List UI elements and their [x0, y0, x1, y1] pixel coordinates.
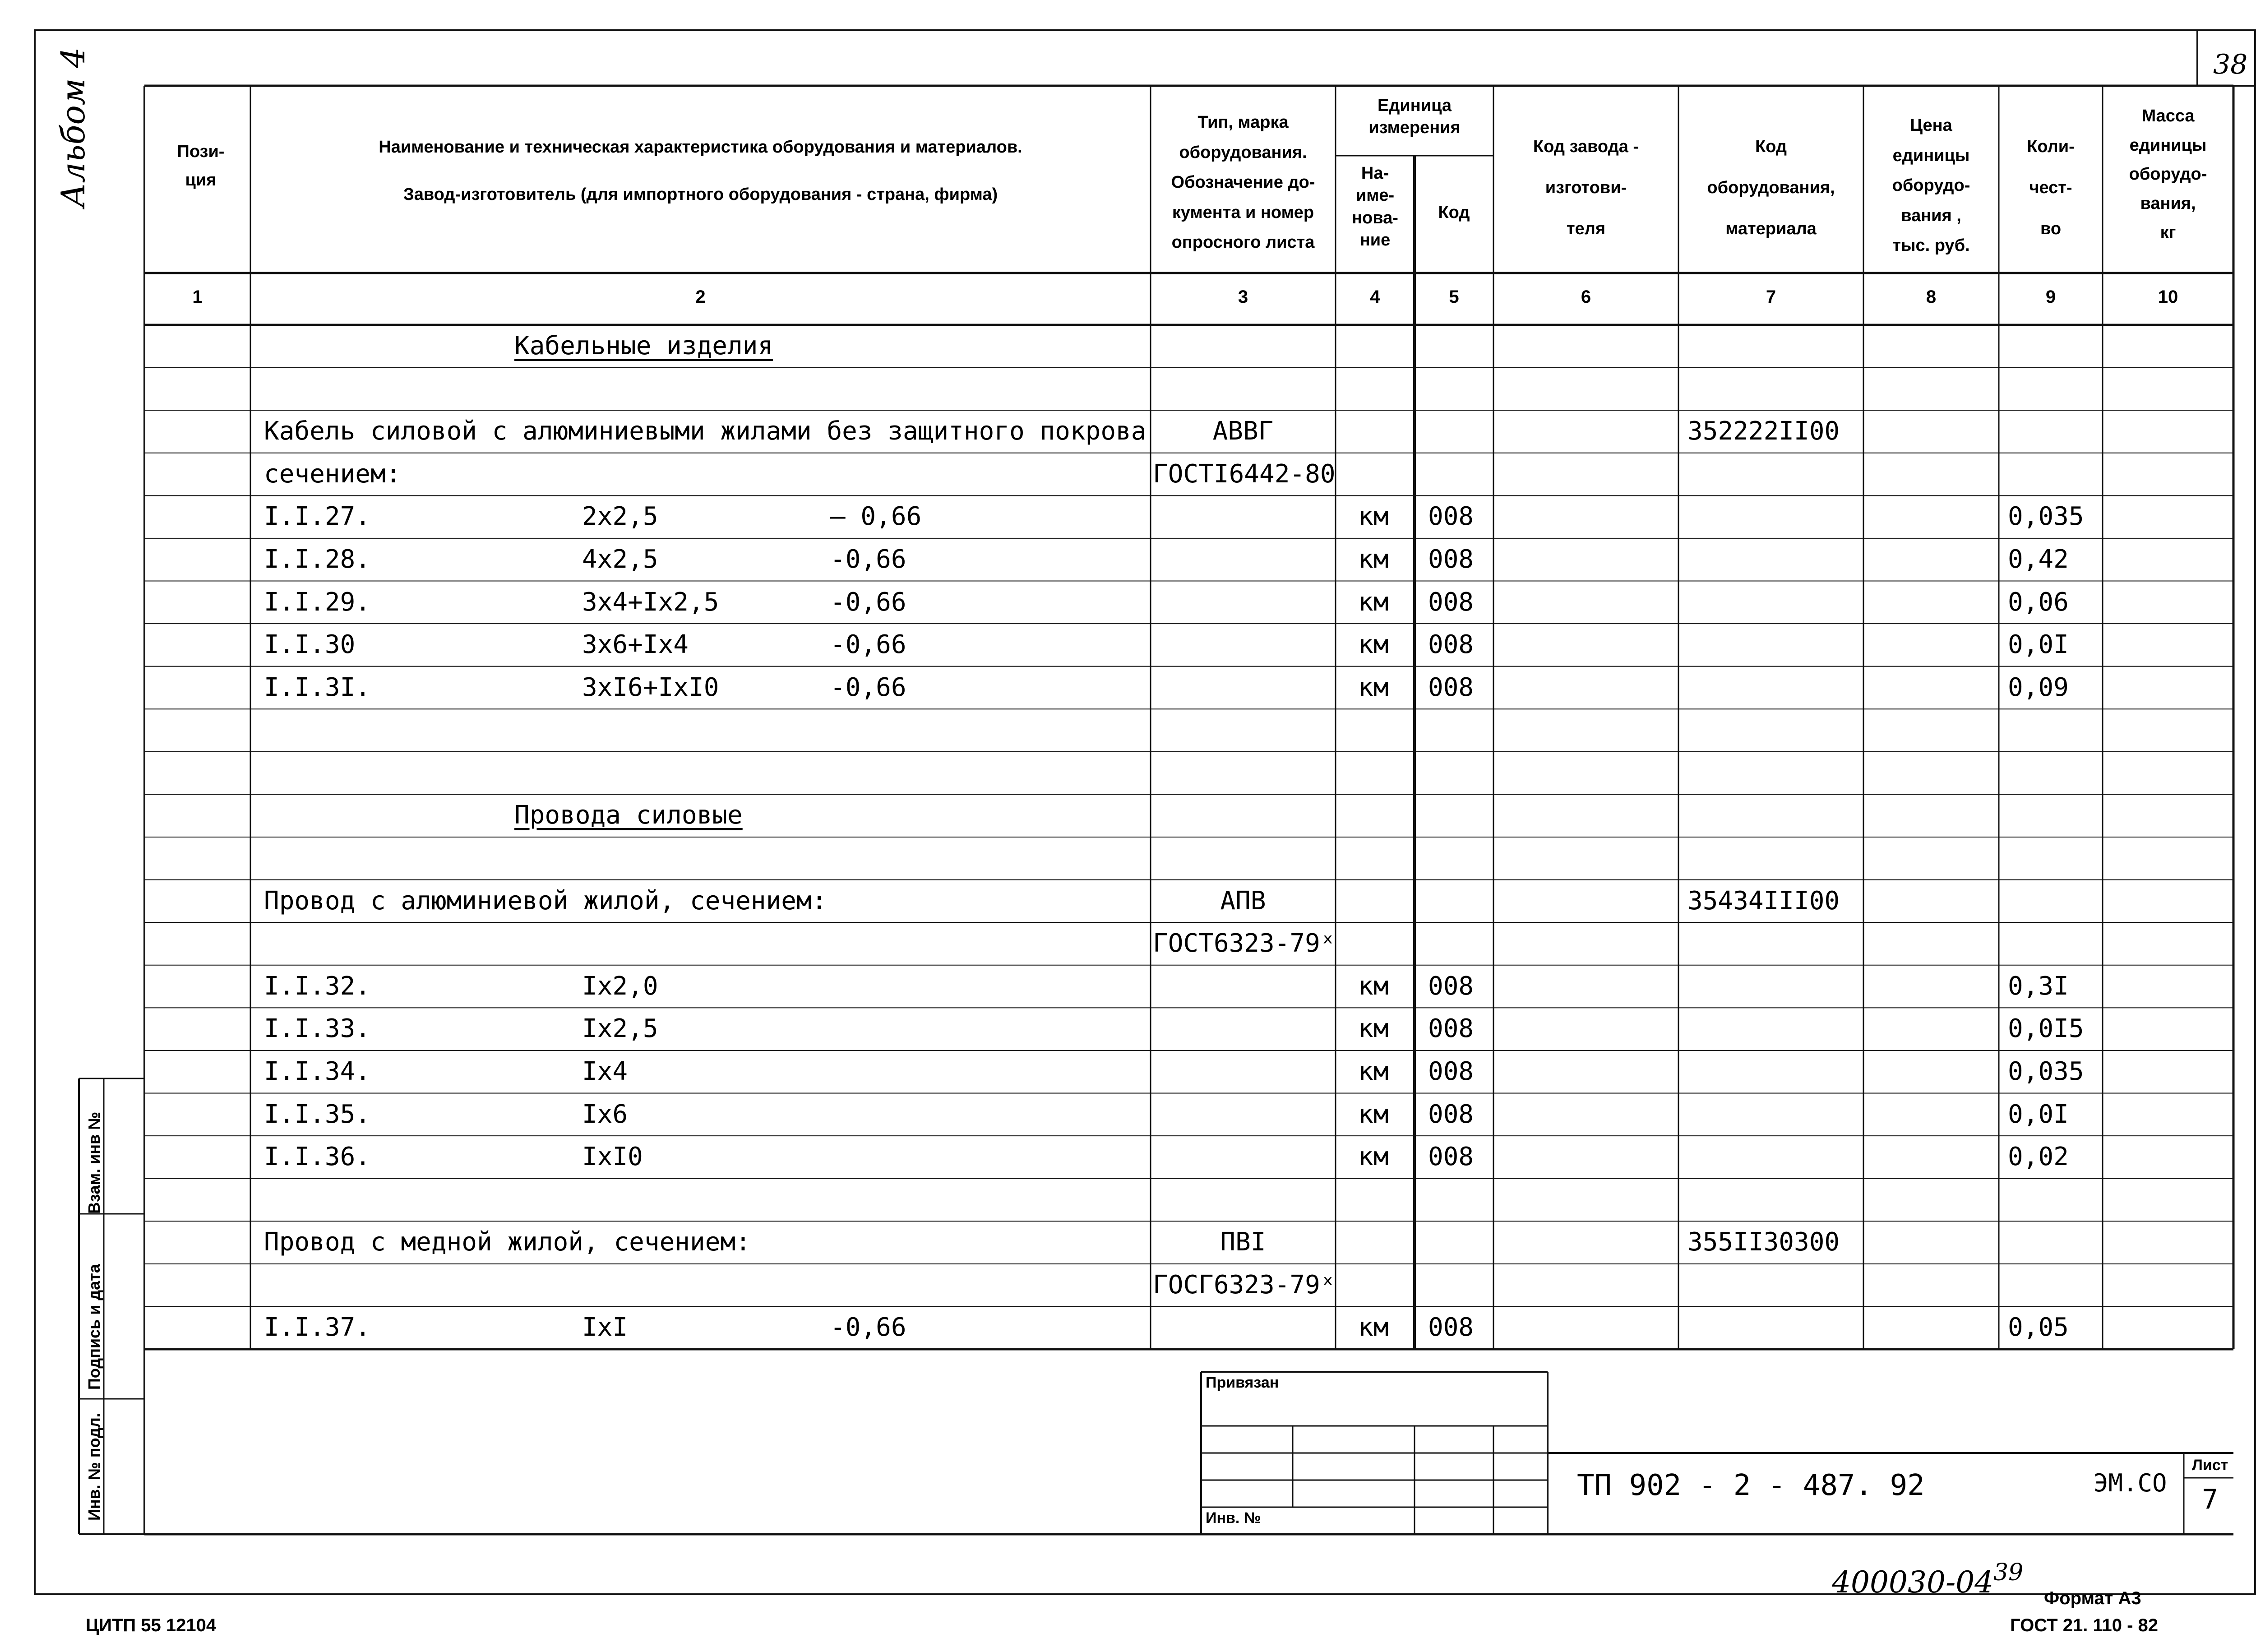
inv-no-label: Инв. №: [1206, 1509, 1261, 1527]
cipt-label: ЦИТП 55 12104: [86, 1615, 217, 1635]
item-unit: км: [1358, 1142, 1389, 1172]
item-type: АВВГ: [1212, 416, 1274, 446]
item-position: I.I.33.: [264, 1014, 371, 1044]
item-voltage: -0,66: [830, 630, 906, 660]
item-voltage: -0,66: [830, 672, 906, 702]
item-position: I.I.30: [264, 630, 356, 660]
item-type: АПВ: [1220, 886, 1266, 916]
column-number: 6: [1581, 287, 1591, 307]
item-position: I.I.36.: [264, 1142, 371, 1172]
item-section: Iх2,5: [582, 1014, 658, 1044]
item-voltage: -0,66: [830, 587, 906, 617]
section-title: Кабельные изделия: [514, 331, 773, 361]
item-unit-code: 008: [1428, 544, 1474, 574]
item-unit: км: [1358, 544, 1389, 574]
item-section: Iх6: [582, 1099, 628, 1129]
item-unit: км: [1358, 1313, 1389, 1342]
item-unit: км: [1358, 1056, 1389, 1086]
header-quantity: Коли- чест- во: [2027, 137, 2075, 239]
item-quantity: 0,3I: [2008, 971, 2069, 1001]
column-number: 8: [1926, 287, 1937, 307]
item-position: I.I.28.: [264, 544, 371, 574]
item-position: I.I.3I.: [264, 672, 371, 702]
item-unit-code: 008: [1428, 502, 1474, 532]
item-unit-code: 008: [1428, 1313, 1474, 1342]
header-name-line1: Наименование и техническая характеристика оборудования и материалов.: [379, 138, 1022, 157]
item-voltage: -0,66: [830, 1313, 906, 1342]
item-name: Провод с медной жилой, сечением:: [264, 1227, 751, 1257]
item-unit-code: 008: [1428, 1014, 1474, 1044]
stamp-original-inv: Инв. № подл.: [85, 1413, 103, 1521]
item-section: 4х2,5: [582, 544, 658, 574]
item-unit: км: [1358, 1014, 1389, 1044]
list-number: 7: [2202, 1484, 2219, 1515]
item-position: I.I.27.: [264, 502, 371, 532]
item-unit: км: [1358, 587, 1389, 617]
header-type: Тип, марка оборудования. Обозначение до- кумента и номер опросного листа: [1171, 113, 1315, 252]
item-quantity: 0,035: [2008, 502, 2084, 532]
column-number: 10: [2158, 287, 2178, 307]
item-section: IхI: [582, 1313, 628, 1342]
privyazan-label: Привязан: [1206, 1374, 1279, 1391]
document-code: ТП 902 - 2 - 487. 92: [1577, 1469, 1925, 1502]
item-unit-code: 008: [1428, 1142, 1474, 1172]
item-quantity: 0,0I: [2008, 1099, 2069, 1129]
item-section: 3х4+Iх2,5: [582, 587, 719, 617]
item-quantity: 0,05: [2008, 1313, 2069, 1342]
item-section: IхI0: [582, 1142, 643, 1172]
column-number: 1: [192, 287, 203, 307]
item-quantity: 0,06: [2008, 587, 2069, 617]
item-unit-code: 008: [1428, 672, 1474, 702]
item-unit-code: 008: [1428, 587, 1474, 617]
column-number: 2: [695, 287, 706, 307]
item-unit-code: 008: [1428, 971, 1474, 1001]
format-label: Формат А3: [2044, 1588, 2141, 1608]
handwritten-sheet-number: 39: [1993, 1559, 2024, 1586]
item-name: Провод с алюминиевой жилой, сечением:: [264, 886, 827, 916]
item-unit: км: [1358, 630, 1389, 660]
item-quantity: 0,42: [2008, 544, 2069, 574]
item-position: I.I.32.: [264, 971, 371, 1001]
item-quantity: 0,0I: [2008, 630, 2069, 660]
header-position: Пози- ция: [177, 142, 225, 190]
header-unit-name: На- име- нова- ние: [1352, 164, 1398, 250]
item-name: сечением:: [264, 459, 401, 489]
item-name: Кабель силовой с алюминиевыми жилами без защитного покрова: [264, 416, 1146, 446]
list-label: Лист: [2192, 1457, 2228, 1474]
header-equipment-code: Код оборудования, материала: [1707, 137, 1835, 239]
item-unit-code: 008: [1428, 1056, 1474, 1086]
item-unit: км: [1358, 1099, 1389, 1129]
item-type: ПВI: [1220, 1227, 1266, 1257]
column-number: 4: [1370, 287, 1380, 307]
stamp-signature-date: Подпись и дата: [85, 1264, 103, 1390]
item-position: I.I.29.: [264, 587, 371, 617]
stamp-replace-inv: Взам. инв №: [85, 1111, 103, 1214]
header-price: Цена единицы оборудо- вания , тыс. руб.: [1892, 116, 1970, 255]
item-quantity: 0,02: [2008, 1142, 2069, 1172]
column-number: 3: [1238, 287, 1248, 307]
item-unit: км: [1358, 502, 1389, 532]
album-label: Альбом 4: [54, 47, 92, 208]
item-unit: км: [1358, 672, 1389, 702]
header-name-line2: Завод-изготовитель (для импортного оборудования - страна, фирма): [403, 185, 998, 204]
handwritten-archive-code: 400030-04: [1832, 1565, 1994, 1600]
item-section: Iх2,0: [582, 971, 658, 1001]
item-voltage: – 0,66: [830, 502, 922, 532]
item-quantity: 0,09: [2008, 672, 2069, 702]
item-position: I.I.35.: [264, 1099, 371, 1129]
item-type: ГОСТI6442-80: [1153, 459, 1336, 489]
header-unit-group: Единица измерения: [1368, 96, 1461, 138]
header-unit-code: Код: [1438, 203, 1470, 222]
item-unit: км: [1358, 971, 1389, 1001]
corner-sheet-number: 38: [2213, 49, 2248, 80]
item-section: Iх4: [582, 1056, 628, 1086]
header-factory-code: Код завода - изготови- теля: [1533, 137, 1639, 239]
section-title: Провода силовые: [514, 801, 743, 830]
item-voltage: -0,66: [830, 544, 906, 574]
item-position: I.I.37.: [264, 1313, 371, 1342]
item-unit-code: 008: [1428, 1099, 1474, 1129]
column-number: 5: [1449, 287, 1459, 307]
column-number: 7: [1766, 287, 1776, 307]
item-type: ГОСТ6323-79ˣ: [1153, 929, 1336, 958]
header-mass: Масса единицы оборудо- вания, кг: [2129, 106, 2207, 242]
item-quantity: 0,0I5: [2008, 1014, 2084, 1044]
document-suffix: ЭМ.СО: [2094, 1469, 2167, 1497]
item-section: 3х6+Iх4: [582, 630, 689, 660]
item-unit-code: 008: [1428, 630, 1474, 660]
item-section: 3хI6+IхI0: [582, 672, 719, 702]
item-quantity: 0,035: [2008, 1056, 2084, 1086]
gost-label: ГОСТ 21. 110 - 82: [2010, 1615, 2158, 1635]
column-number: 9: [2045, 287, 2056, 307]
item-section: 2х2,5: [582, 502, 658, 532]
item-equipment-code: 355II30300: [1687, 1227, 1840, 1257]
item-equipment-code: 35434III00: [1687, 886, 1840, 916]
item-equipment-code: 352222II00: [1687, 416, 1840, 446]
item-position: I.I.34.: [264, 1056, 371, 1086]
item-type: ГОСГ6323-79ˣ: [1153, 1270, 1336, 1300]
